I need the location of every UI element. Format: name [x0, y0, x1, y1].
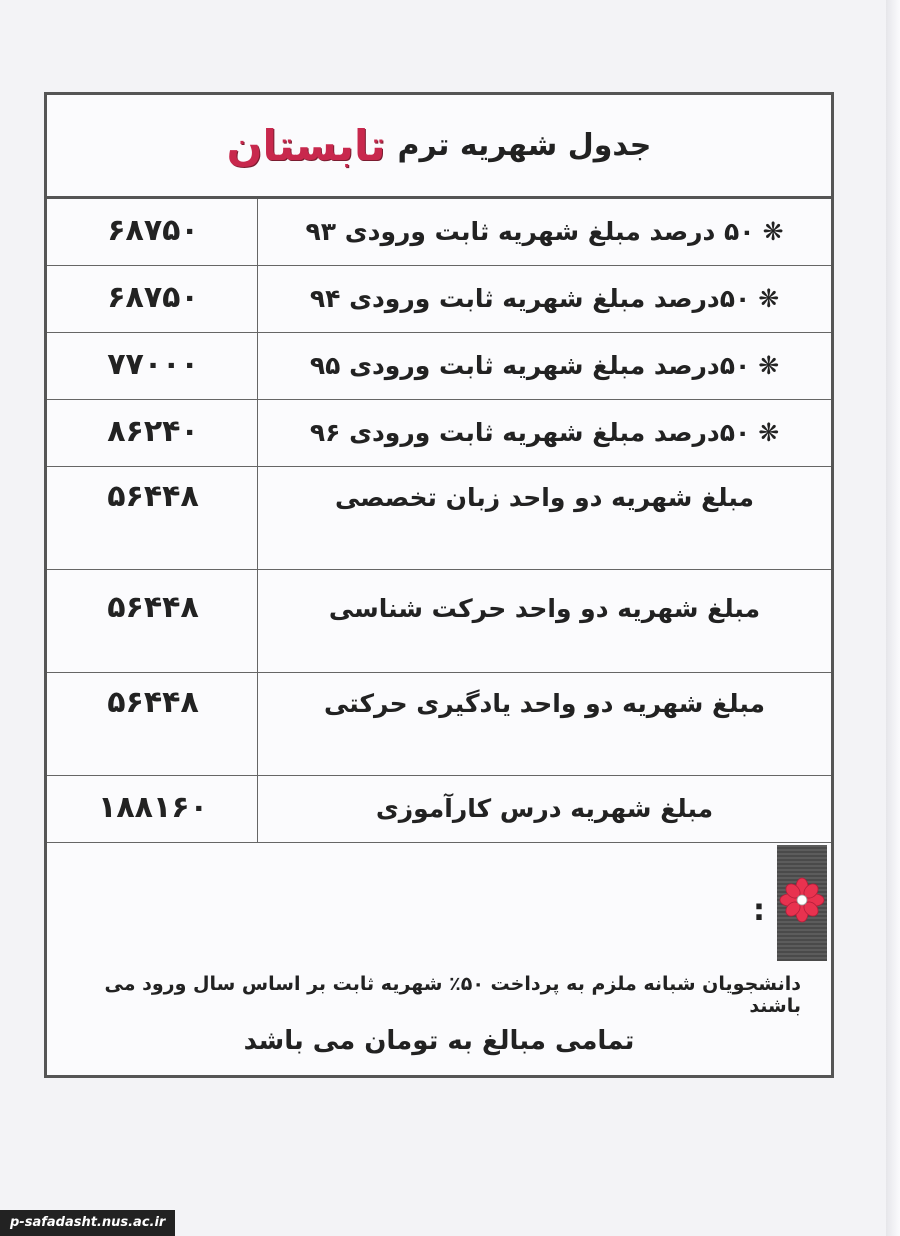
fee-description-text: مبلغ شهریه درس کارآموزی	[375, 794, 714, 823]
table-row	[47, 199, 831, 266]
fee-amount: ۵۶۴۴۸	[107, 479, 199, 514]
table-row	[47, 570, 831, 673]
fee-description	[257, 776, 831, 842]
asterisk-icon: ❋	[758, 418, 780, 447]
flower-badge	[777, 845, 827, 961]
fee-description	[257, 467, 831, 569]
fee-description-text: مبلغ شهریه دو واحد یادگیری حرکتی	[323, 689, 766, 718]
fee-description-text: ۵۰درصد مبلغ شهریه ثابت ورودی ۹۶	[309, 418, 751, 447]
table-row	[47, 673, 831, 776]
table-row	[47, 266, 831, 333]
fee-description-text: ۵۰درصد مبلغ شهریه ثابت ورودی ۹۴	[309, 284, 751, 313]
fee-amount: ۵۶۴۴۸	[107, 590, 199, 625]
asterisk-icon: ❋	[758, 351, 780, 380]
fee-description	[257, 400, 831, 466]
table-row	[47, 333, 831, 400]
fee-amount: ۷۷۰۰۰	[107, 347, 199, 382]
page-edge	[886, 0, 900, 1236]
title-text: جدول شهریه ترم	[397, 128, 652, 163]
fee-description	[257, 570, 831, 672]
fee-description-text: ۵۰درصد مبلغ شهریه ثابت ورودی ۹۵	[309, 351, 751, 380]
title-season: تابستان	[226, 121, 386, 170]
asterisk-icon: ❋	[762, 217, 784, 246]
table-row	[47, 776, 831, 843]
fee-amount: ۵۶۴۴۸	[107, 685, 199, 720]
asterisk-icon: ❋	[758, 284, 780, 313]
note-evening-students: دانشجویان شبانه ملزم به پرداخت ۵۰٪ شهریه ثابت بر اساس سال ورود می باشند	[104, 973, 801, 1017]
note-currency: تمامی مبالغ به تومان می باشد	[243, 1026, 635, 1056]
fee-amount: ۱۸۸۱۶۰	[98, 790, 208, 825]
fee-table	[44, 92, 834, 1078]
fee-description-text: مبلغ شهریه دو واحد حرکت شناسی	[328, 594, 761, 623]
table-row	[47, 400, 831, 467]
fee-description	[257, 673, 831, 775]
fee-description	[257, 199, 831, 265]
fee-amount: ۸۶۲۴۰	[107, 414, 199, 449]
note-colon: :	[753, 893, 765, 928]
fee-description	[257, 333, 831, 399]
fee-description-text: ۵۰ درصد مبلغ شهریه ثابت ورودی ۹۳	[305, 217, 755, 246]
flower-icon	[779, 877, 825, 923]
notes-section	[47, 843, 831, 1075]
site-watermark: p-safadasht.nus.ac.ir	[0, 1210, 175, 1236]
fee-description	[257, 266, 831, 332]
fee-description-text: مبلغ شهریه دو واحد زبان تخصصی	[334, 483, 755, 512]
table-title	[47, 95, 831, 199]
fee-amount: ۶۸۷۵۰	[107, 280, 199, 315]
table-row	[47, 467, 831, 570]
fee-amount: ۶۸۷۵۰	[107, 213, 199, 248]
